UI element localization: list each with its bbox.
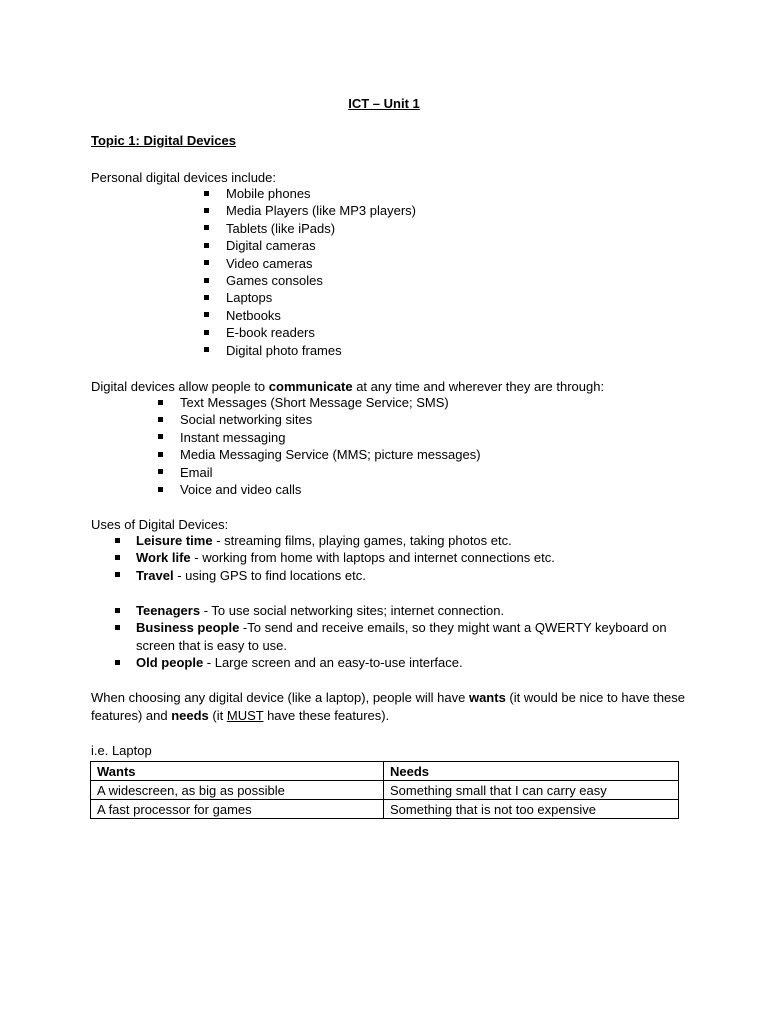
bullet-icon xyxy=(115,660,120,665)
list-item-term: Teenagers xyxy=(136,603,201,618)
table-cell: Something that is not too expensive xyxy=(384,800,679,819)
communicate-intro xyxy=(91,378,604,395)
bullet-icon xyxy=(204,191,209,196)
bullet-icon xyxy=(158,452,163,457)
bullet-icon xyxy=(158,400,163,405)
table-header-row xyxy=(91,762,679,781)
list-item-term: Work life xyxy=(136,550,191,566)
paragraph-text: When choosing any digital device (like a laptop), people will have xyxy=(91,690,469,705)
table-header-needs: Needs xyxy=(384,762,679,781)
communicate-list xyxy=(180,394,481,498)
list-item-text: - working from home with laptops and internet connections etc. xyxy=(190,550,555,566)
list-item-text: - To use social networking sites; internet connection. xyxy=(200,603,505,618)
list-item-text: - Large screen and an easy-to-use interface. xyxy=(203,655,463,671)
list-item xyxy=(136,602,696,619)
list-item-text: Digital photo frames xyxy=(226,342,342,358)
list-item-text: Media Players (like MP3 players) xyxy=(226,203,417,219)
list-item-term: Travel xyxy=(136,567,174,583)
list-item xyxy=(180,429,481,446)
table-row xyxy=(91,781,679,800)
bullet-icon xyxy=(204,295,209,300)
list-item-text: Digital cameras xyxy=(226,238,316,254)
bullet-icon xyxy=(158,434,163,439)
list-item xyxy=(226,342,416,359)
list-item xyxy=(136,619,696,654)
list-item xyxy=(180,481,481,498)
list-item-text: - using GPS to find locations etc. xyxy=(173,567,366,583)
uses-list xyxy=(136,532,696,584)
example-label: i.e. Laptop xyxy=(91,743,152,758)
list-item-text: -To send and receive emails, so they might want a QWERTY keyboard on screen that is easy to use. xyxy=(136,620,667,653)
list-item xyxy=(136,532,696,549)
list-item xyxy=(180,394,481,411)
bullet-icon xyxy=(204,208,209,213)
bullet-icon xyxy=(115,608,120,613)
bullet-icon xyxy=(204,260,209,265)
list-item-text: Social networking sites xyxy=(180,412,313,428)
list-item-text: Instant messaging xyxy=(180,429,286,445)
paragraph-text: (it xyxy=(208,707,227,723)
list-item-text: Text Messages (Short Message Service; SMS) xyxy=(180,395,449,410)
wants-needs-paragraph xyxy=(91,689,691,724)
list-item xyxy=(226,272,416,289)
list-item-text: E-book readers xyxy=(226,325,315,341)
list-item xyxy=(136,549,696,566)
list-item-text: Laptops xyxy=(226,290,273,306)
needs-keyword: needs xyxy=(171,707,209,723)
bullet-icon xyxy=(204,330,209,335)
communicate-intro-text: at any time and wherever they are through: xyxy=(352,379,605,394)
list-item xyxy=(226,237,416,254)
list-item-text: Email xyxy=(180,464,213,480)
bullet-icon xyxy=(158,487,163,492)
paragraph-text: (it would be nice to have these features) and xyxy=(91,690,686,723)
list-item-term: Old people xyxy=(136,655,204,671)
table-cell: A widescreen, as big as possible xyxy=(91,781,384,800)
page-title: ICT – Unit 1 xyxy=(348,96,420,111)
list-item xyxy=(180,464,481,481)
list-item xyxy=(226,220,416,237)
list-item xyxy=(226,255,416,272)
list-item-text: Video cameras xyxy=(226,255,313,271)
list-item-text: Mobile phones xyxy=(226,186,311,201)
bullet-icon xyxy=(115,625,120,630)
list-item-term: Leisure time xyxy=(136,533,213,548)
communicate-intro-text: Digital devices allow people to xyxy=(91,379,269,394)
list-item-text: Media Messaging Service (MMS; picture messages) xyxy=(180,447,481,463)
bullet-icon xyxy=(204,312,209,317)
list-item xyxy=(136,654,696,671)
bullet-icon xyxy=(158,469,163,474)
table-header-wants: Wants xyxy=(91,762,384,781)
bullet-icon xyxy=(204,278,209,283)
list-item xyxy=(226,307,416,324)
list-item xyxy=(226,289,416,306)
bullet-icon xyxy=(115,572,120,577)
bullet-icon xyxy=(204,347,209,352)
list-item-text: Netbooks xyxy=(226,307,281,323)
devices-intro: Personal digital devices include: xyxy=(91,170,276,185)
bullet-icon xyxy=(158,417,163,422)
table-row xyxy=(91,800,679,819)
people-list xyxy=(136,602,696,672)
bullet-icon xyxy=(204,243,209,248)
list-item xyxy=(226,324,416,341)
must-keyword: MUST xyxy=(226,707,264,723)
list-item-text: Tablets (like iPads) xyxy=(226,220,336,236)
wants-needs-table xyxy=(90,761,679,819)
bullet-icon xyxy=(204,225,209,230)
devices-list xyxy=(226,185,416,359)
list-item-text: Games consoles xyxy=(226,273,323,289)
table-cell: Something small that I can carry easy xyxy=(384,781,679,800)
list-item-term: Business people xyxy=(136,620,240,636)
list-item xyxy=(226,185,416,202)
bullet-icon xyxy=(115,538,120,543)
list-item xyxy=(180,411,481,428)
wants-keyword: wants xyxy=(468,690,506,705)
table-cell: A fast processor for games xyxy=(91,800,384,819)
bullet-icon xyxy=(115,555,120,560)
list-item xyxy=(136,567,696,584)
list-item-text: Voice and video calls xyxy=(180,482,302,498)
list-item xyxy=(180,446,481,463)
communicate-keyword: communicate xyxy=(268,379,353,394)
topic-heading: Topic 1: Digital Devices xyxy=(91,133,236,148)
list-item xyxy=(226,202,416,219)
list-item-text: - streaming films, playing games, taking photos etc. xyxy=(212,533,512,548)
paragraph-text: have these features). xyxy=(263,707,390,723)
uses-intro: Uses of Digital Devices: xyxy=(91,517,229,532)
